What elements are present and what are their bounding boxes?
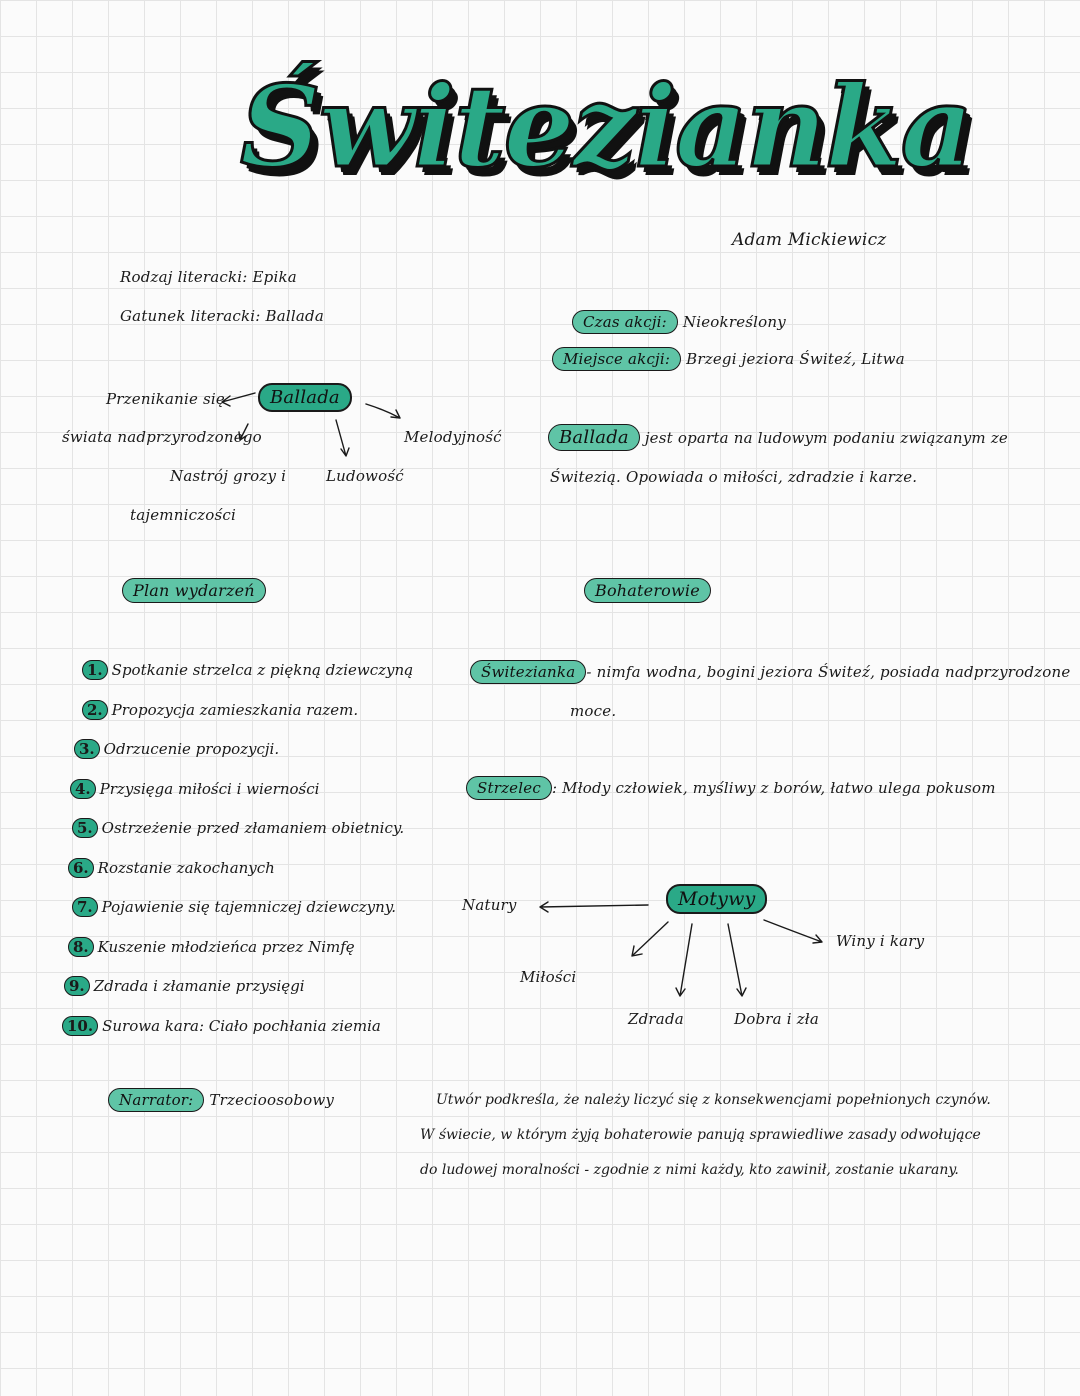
arrow-good-evil bbox=[728, 924, 746, 996]
ballada-left-bottom: świata nadprzyrodzonego bbox=[62, 428, 262, 446]
ballada-bottom: Ludowość bbox=[326, 467, 404, 485]
place-label: Miejsce akcji: bbox=[552, 347, 681, 371]
kind: Gatunek literacki: Ballada bbox=[120, 307, 324, 325]
plan-item-text: Ostrzeżenie przed złamaniem obietnicy. bbox=[101, 819, 405, 837]
arrow-nature bbox=[540, 902, 648, 912]
narrator-label: Narrator: bbox=[108, 1088, 204, 1112]
plan-item-text: Kuszenie młodzieńca przez Nimfę bbox=[97, 937, 355, 956]
plan-item-number: 9. bbox=[64, 976, 90, 996]
plan-item-number: 3. bbox=[74, 739, 100, 759]
plan-item-number: 8. bbox=[68, 937, 94, 957]
ballada-left-top: Przenikanie się bbox=[106, 390, 226, 408]
plan-heading: Plan wydarzeń bbox=[122, 578, 266, 603]
plan-item-text: Rozstanie zakochanych bbox=[97, 858, 275, 877]
hero-strzelec: Strzelec : Młody człowiek, myśliwy z borów, łatwo ulega pokusom bbox=[466, 776, 996, 800]
plan-item-text: Propozycja zamieszkania razem. bbox=[111, 700, 359, 719]
hero-switezianka-name: Świtezianka bbox=[470, 660, 586, 684]
page-title: Świtezianka bbox=[240, 62, 972, 193]
summary-line-1: Utwór podkreśla, że należy liczyć się z konsekwencjami popełnionych czynów. bbox=[436, 1092, 991, 1108]
ballada-mood-1: Nastrój grozy i bbox=[170, 467, 287, 485]
plan-item-number: 10. bbox=[62, 1016, 98, 1036]
plan-item-number: 1. bbox=[82, 660, 108, 680]
time-label: Czas akcji: bbox=[572, 310, 678, 334]
ballada-desc-line1: Ballada jest oparta na ludowym podaniu związanym ze bbox=[548, 424, 1008, 451]
arrow-betrayal bbox=[676, 924, 692, 996]
arrow-right bbox=[366, 404, 400, 418]
plan-item-text: Odrzucenie propozycji. bbox=[103, 740, 280, 758]
motifs-node: Motywy bbox=[666, 884, 767, 914]
motif-betrayal: Zdrada bbox=[628, 1010, 684, 1028]
hero-strzelec-name: Strzelec bbox=[466, 776, 552, 800]
plan-item-number: 6. bbox=[68, 858, 94, 878]
summary-line-3: do ludowej moralności - zgodnie z nimi każdy, kto zawinił, zostanie ukarany. bbox=[420, 1162, 959, 1178]
motif-nature: Natury bbox=[462, 896, 517, 914]
genre: Rodzaj literacki: Epika bbox=[120, 268, 297, 286]
arrow-left-top bbox=[222, 393, 255, 406]
hero-switezianka-cont: moce. bbox=[570, 702, 617, 720]
plan-item-text: Przysięga miłości i wierności bbox=[99, 779, 320, 798]
plan-item-number: 5. bbox=[72, 818, 98, 838]
motif-love: Miłości bbox=[520, 968, 577, 986]
arrow-down bbox=[336, 420, 349, 456]
ballada-mood-2: tajemniczości bbox=[130, 506, 237, 524]
ballada-node: Ballada bbox=[258, 383, 352, 412]
heroes-heading: Bohaterowie bbox=[584, 578, 711, 603]
plan-item-number: 7. bbox=[72, 897, 98, 917]
narrator-value: Trzecioosobowy bbox=[209, 1091, 335, 1109]
time-value: Nieokreślony bbox=[682, 313, 786, 331]
hero-switezianka: Świtezianka - nimfa wodna, bogini jeziora Świteź, posiada nadprzyrodzone bbox=[470, 660, 1070, 684]
ballada-desc-line2: Świtezią. Opowiada o miłości, zdradzie i karze. bbox=[550, 468, 918, 486]
author: Adam Mickiewicz bbox=[732, 230, 887, 250]
arrow-left-bottom bbox=[239, 424, 248, 440]
plan-item-text: Pojawienie się tajemniczej dziewczyny. bbox=[101, 898, 397, 916]
arrow-love bbox=[632, 922, 668, 956]
ballada-right: Melodyjność bbox=[404, 428, 502, 446]
motif-good-evil: Dobra i zła bbox=[734, 1010, 820, 1028]
plan-item-number: 2. bbox=[82, 700, 108, 720]
summary-line-2: W świecie, w którym żyją bohaterowie panują sprawiedliwe zasady odwołujące bbox=[420, 1127, 981, 1143]
place-value: Brzegi jeziora Świteź, Litwa bbox=[686, 350, 905, 368]
arrow-guilt bbox=[764, 920, 822, 943]
plan-item-number: 4. bbox=[70, 779, 96, 799]
plan-item-text: Spotkanie strzelca z piękną dziewczyną bbox=[111, 661, 414, 679]
motif-guilt-punishment: Winy i kary bbox=[836, 932, 925, 950]
plan-item-text: Surowa kara: Ciało pochłania ziemia bbox=[102, 1016, 381, 1035]
plan-item-text: Zdrada i złamanie przysięgi bbox=[93, 977, 305, 995]
